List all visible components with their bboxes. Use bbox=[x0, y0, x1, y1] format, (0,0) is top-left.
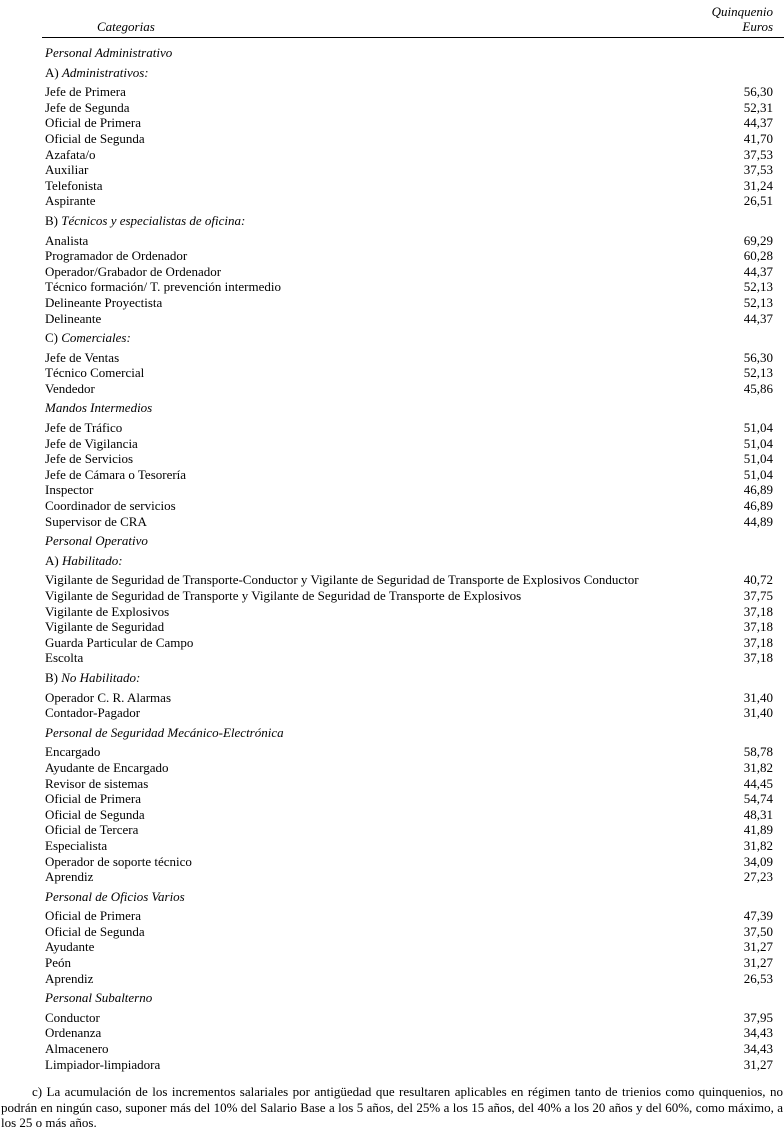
quinquenio-value: 34,09 bbox=[743, 853, 773, 869]
quinquenio-value: 40,72 bbox=[743, 572, 773, 588]
table-row bbox=[42, 971, 784, 987]
category-label: Ayudante bbox=[45, 939, 95, 955]
category-label: Aspirante bbox=[45, 193, 96, 209]
quinquenio-value: 37,18 bbox=[743, 603, 773, 619]
category-label: Ayudante de Encargado bbox=[45, 759, 169, 775]
quinquenio-value: 56,30 bbox=[743, 349, 773, 365]
quinquenio-value: 31,27 bbox=[743, 1056, 773, 1072]
category-label: Vigilante de Seguridad de Transporte y Vigilante de Seguridad de Transporte de Explosivos bbox=[45, 588, 522, 603]
table-row bbox=[42, 822, 784, 838]
column-header-quinquenio: Quinquenio bbox=[711, 4, 773, 19]
quinquenio-value: 37,18 bbox=[743, 619, 773, 635]
category-label: Delineante Proyectista bbox=[45, 294, 163, 310]
subsection-label: Administrativos: bbox=[61, 64, 149, 80]
category-label: Técnico Comercial bbox=[45, 365, 145, 381]
subsection-prefix: B) bbox=[45, 212, 62, 228]
section-title: Personal Administrativo bbox=[45, 45, 173, 60]
category-label: Analista bbox=[45, 232, 89, 248]
category-label: Peón bbox=[45, 955, 71, 971]
table-row bbox=[42, 635, 784, 651]
category-label: Jefe de Primera bbox=[45, 84, 126, 100]
table-row bbox=[42, 365, 784, 381]
table-row bbox=[42, 760, 784, 776]
table-row bbox=[42, 1010, 784, 1026]
table-row bbox=[42, 498, 784, 514]
quinquenio-value: 51,04 bbox=[743, 451, 773, 467]
table-row bbox=[42, 311, 784, 327]
quinquenio-value: 37,18 bbox=[743, 634, 773, 650]
subsection-prefix: A) bbox=[45, 64, 62, 80]
quinquenio-value: 58,78 bbox=[743, 744, 773, 760]
section-title: Personal de Oficios Varios bbox=[45, 888, 185, 904]
subsection-prefix: B) bbox=[45, 669, 62, 685]
table-row bbox=[42, 248, 784, 264]
quinquenio-value: 34,43 bbox=[743, 1041, 773, 1057]
quinquenio-value: 60,28 bbox=[743, 248, 773, 264]
category-label: Oficial de Segunda bbox=[45, 923, 145, 939]
subsection-label: Comerciales: bbox=[61, 330, 131, 346]
table-row bbox=[42, 514, 784, 530]
quinquenio-value: 37,53 bbox=[743, 162, 773, 178]
table-row bbox=[42, 295, 784, 311]
column-header-categories: Categorias bbox=[97, 19, 155, 34]
quinquenio-value: 44,37 bbox=[743, 310, 773, 326]
quinquenio-value: 31,82 bbox=[743, 837, 773, 853]
quinquenio-value: 31,24 bbox=[743, 177, 773, 193]
category-label: Jefe de Tráfico bbox=[45, 420, 123, 436]
quinquenio-value: 56,30 bbox=[743, 84, 773, 100]
column-header-quinquenio-euros bbox=[712, 4, 773, 34]
footnote-paragraph: c) La acumulación de los incrementos salariales por antigüedad que resultaren aplicables en régimen tanto de trienios como quinquenios, no podrán en ningún caso, suponer más del 10% del Salario Base a los 5 años, del 25% a los 15 años, del 40% a los 20 años y del 60%, como máximo, a los 25 o más años. bbox=[1, 1084, 783, 1131]
category-label: Oficial de Segunda bbox=[45, 130, 145, 146]
table-row bbox=[42, 924, 784, 940]
section-title: Personal Operativo bbox=[45, 533, 148, 549]
table-row bbox=[42, 869, 784, 885]
table-row bbox=[42, 908, 784, 924]
table-row bbox=[42, 482, 784, 498]
quinquenio-value: 52,13 bbox=[743, 294, 773, 310]
category-label: Jefe de Segunda bbox=[45, 99, 130, 115]
table-row bbox=[42, 381, 784, 397]
quinquenio-value: 37,53 bbox=[743, 146, 773, 162]
table-row bbox=[42, 744, 784, 760]
quinquenio-value: 31,40 bbox=[743, 689, 773, 705]
category-label: Aprendiz bbox=[45, 869, 94, 885]
table-row bbox=[42, 705, 784, 721]
section-title: Mandos Intermedios bbox=[45, 400, 153, 416]
category-label: Coordinador de servicios bbox=[45, 498, 176, 514]
category-label: Operador C. R. Alarmas bbox=[45, 689, 172, 705]
section-title: Personal de Seguridad Mecánico-Electrónica bbox=[45, 724, 284, 740]
quinquenio-value: 31,82 bbox=[743, 759, 773, 775]
category-label: Vigilante de Seguridad bbox=[45, 619, 165, 635]
category-label: Vendedor bbox=[45, 380, 95, 396]
quinquenio-value: 37,95 bbox=[743, 1009, 773, 1025]
category-label: Jefe de Vigilancia bbox=[45, 435, 138, 451]
quinquenio-value: 51,04 bbox=[743, 466, 773, 482]
quinquenio-value: 52,13 bbox=[743, 279, 773, 295]
subsection-prefix: A) bbox=[45, 552, 62, 568]
quinquenio-value: 47,39 bbox=[743, 908, 773, 924]
table-row bbox=[42, 604, 784, 620]
table-row bbox=[42, 690, 784, 706]
quinquenio-value: 37,18 bbox=[743, 650, 773, 666]
column-header-euros: Euros bbox=[742, 19, 773, 34]
subsection-title bbox=[42, 553, 784, 569]
table-row bbox=[42, 451, 784, 467]
subsection-label: No Habilitado: bbox=[61, 669, 141, 685]
category-label: Auxiliar bbox=[45, 162, 89, 178]
quinquenio-value: 37,75 bbox=[743, 588, 773, 603]
table-row bbox=[42, 131, 784, 147]
table-row bbox=[42, 1025, 784, 1041]
category-label: Oficial de Segunda bbox=[45, 806, 145, 822]
table-row bbox=[42, 1057, 784, 1073]
salary-table bbox=[42, 2, 784, 1072]
quinquenio-value: 27,23 bbox=[743, 869, 773, 885]
table-row bbox=[42, 939, 784, 955]
category-label: Conductor bbox=[45, 1009, 100, 1025]
category-label: Ordenanza bbox=[45, 1025, 102, 1041]
category-label: Almacenero bbox=[45, 1041, 109, 1057]
table-row bbox=[42, 588, 784, 604]
table-row bbox=[42, 776, 784, 792]
category-label: Vigilante de Seguridad de Transporte-Conductor y Vigilante de Seguridad de Transporte de Explosivos Conductor bbox=[45, 572, 639, 588]
subsection-prefix: C) bbox=[45, 330, 62, 346]
table-row bbox=[42, 467, 784, 483]
category-label: Jefe de Servicios bbox=[45, 451, 134, 467]
quinquenio-value: 44,45 bbox=[743, 775, 773, 791]
quinquenio-value: 26,53 bbox=[743, 970, 773, 986]
category-label: Encargado bbox=[45, 744, 101, 760]
quinquenio-value: 31,27 bbox=[743, 955, 773, 971]
quinquenio-value: 41,70 bbox=[743, 130, 773, 146]
subsection-title bbox=[42, 65, 784, 81]
category-label: Oficial de Primera bbox=[45, 115, 142, 131]
quinquenio-value: 34,43 bbox=[743, 1025, 773, 1041]
category-label: Jefe de Cámara o Tesorería bbox=[45, 466, 187, 482]
subsection-title bbox=[42, 213, 784, 229]
category-label: Programador de Ordenador bbox=[45, 248, 188, 264]
table-row bbox=[42, 178, 784, 194]
subsection-label: Habilitado: bbox=[61, 552, 123, 568]
category-label: Revisor de sistemas bbox=[45, 775, 149, 791]
category-label: Inspector bbox=[45, 482, 94, 498]
category-label: Aprendiz bbox=[45, 970, 94, 986]
quinquenio-value: 44,89 bbox=[743, 513, 773, 529]
quinquenio-value: 26,51 bbox=[743, 193, 773, 209]
table-row bbox=[42, 572, 784, 588]
table-row bbox=[42, 436, 784, 452]
table-row bbox=[42, 420, 784, 436]
category-label: Azafata/o bbox=[45, 146, 96, 162]
table-row bbox=[42, 650, 784, 666]
category-label: Operador de soporte técnico bbox=[45, 853, 192, 869]
category-label: Oficial de Primera bbox=[45, 791, 142, 807]
category-label: Jefe de Ventas bbox=[45, 349, 120, 365]
quinquenio-value: 51,04 bbox=[743, 435, 773, 451]
table-row bbox=[42, 619, 784, 635]
table-header bbox=[42, 2, 784, 38]
category-label: Técnico formación/ T. prevención intermedio bbox=[45, 279, 281, 295]
quinquenio-value: 44,37 bbox=[743, 263, 773, 279]
subsection-title bbox=[42, 670, 784, 686]
quinquenio-value: 51,04 bbox=[743, 420, 773, 436]
table-row bbox=[42, 84, 784, 100]
table-row bbox=[42, 791, 784, 807]
quinquenio-value: 69,29 bbox=[743, 232, 773, 248]
quinquenio-value: 46,89 bbox=[743, 498, 773, 514]
category-label: Limpiador-limpiadora bbox=[45, 1056, 161, 1072]
quinquenio-value: 44,37 bbox=[743, 115, 773, 131]
table-row bbox=[42, 233, 784, 249]
table-row bbox=[42, 955, 784, 971]
quinquenio-value: 54,74 bbox=[743, 791, 773, 807]
category-label: Oficial de Tercera bbox=[45, 822, 139, 838]
table-row bbox=[42, 807, 784, 823]
quinquenio-value: 52,31 bbox=[743, 99, 773, 115]
category-label: Vigilante de Explosivos bbox=[45, 603, 170, 619]
quinquenio-value: 45,86 bbox=[743, 380, 773, 396]
category-label: Telefonista bbox=[45, 177, 103, 193]
category-label: Delineante bbox=[45, 310, 102, 326]
table-row bbox=[42, 1041, 784, 1057]
category-label: Oficial de Primera bbox=[45, 908, 142, 924]
salary-table-body bbox=[42, 38, 784, 1072]
table-row bbox=[42, 838, 784, 854]
table-row bbox=[42, 147, 784, 163]
quinquenio-value: 31,27 bbox=[743, 939, 773, 955]
quinquenio-value: 37,50 bbox=[743, 923, 773, 939]
quinquenio-value: 48,31 bbox=[743, 806, 773, 822]
category-label: Escolta bbox=[45, 650, 84, 666]
category-label: Supervisor de CRA bbox=[45, 513, 147, 529]
table-row bbox=[42, 350, 784, 366]
table-row bbox=[42, 162, 784, 178]
category-label: Contador-Pagador bbox=[45, 705, 141, 721]
table-row bbox=[42, 115, 784, 131]
quinquenio-value: 41,89 bbox=[743, 822, 773, 838]
category-label: Especialista bbox=[45, 837, 108, 853]
table-row bbox=[42, 193, 784, 209]
quinquenio-value: 31,40 bbox=[743, 705, 773, 721]
subsection-label: Técnicos y especialistas de oficina: bbox=[61, 212, 246, 228]
table-row bbox=[42, 264, 784, 280]
section-title: Personal Subalterno bbox=[45, 990, 153, 1006]
table-row bbox=[42, 100, 784, 116]
category-label: Operador/Grabador de Ordenador bbox=[45, 263, 222, 279]
quinquenio-value: 46,89 bbox=[743, 482, 773, 498]
table-row bbox=[42, 854, 784, 870]
category-label: Guarda Particular de Campo bbox=[45, 634, 194, 650]
subsection-title bbox=[42, 330, 784, 346]
table-row bbox=[42, 279, 784, 295]
quinquenio-value: 52,13 bbox=[743, 365, 773, 381]
